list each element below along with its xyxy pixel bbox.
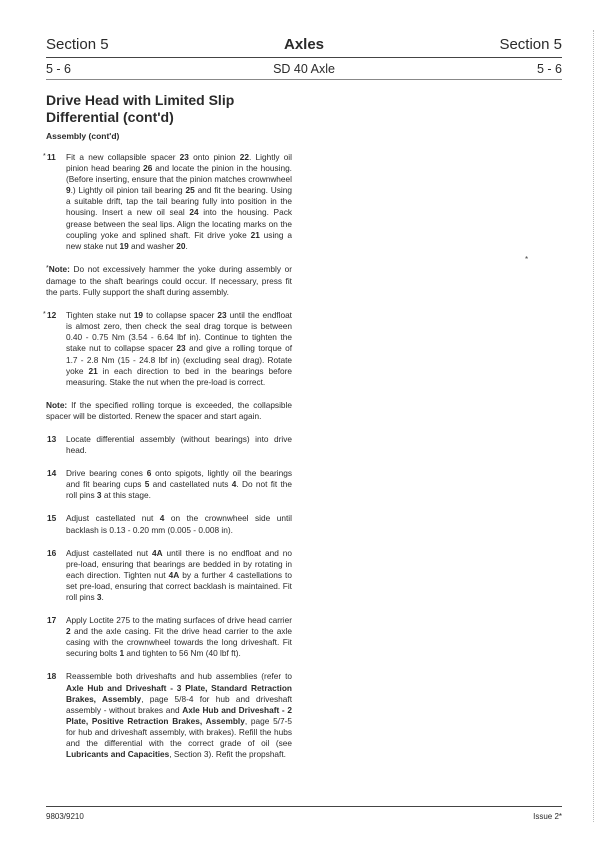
page-subheader: [46, 62, 562, 78]
subheader-rule: [46, 79, 562, 80]
change-marker: *: [43, 311, 46, 319]
step-number: 15: [47, 513, 57, 524]
section-subheading: Assembly (cont'd): [46, 131, 120, 141]
step-15: 15 Adjust castellated nut 4 on the crownwheel side until backlash is 0.13 - 0.20 mm (0.005 - 0.008 in).: [47, 513, 292, 535]
document-number: 9803/9210: [46, 812, 84, 821]
step-number: 14: [47, 468, 57, 479]
issue-number: Issue 2*: [533, 812, 562, 821]
note-hammer-warning: *Note: Do not excessively hammer the yoke during assembly or damage to the shaft bearings could occur. If necessary, press fit the parts. Fully support the shaft during assembly.: [46, 263, 292, 298]
step-number: 17: [47, 615, 57, 626]
procedure-steps: [43, 152, 293, 772]
step-11: * 11 Fit a new collapsible spacer 23 onto pinion 22. Lightly oil pinion head bearing 26 and locate the pinion in the housing. (Before inserting, ensure that the pinion matches crownwheel 9.) Lightly oil pinion tail bearing 25 and fit the bearing. Using a suitable drift, tap the tail bearing fully into position in the housing. Insert a new oil seal 24 into the housing. Pack grease between the seal lips. Align the locating marks on the coupling yoke and splined shaft. Fit drive yoke 21 using a new stake nut 19 and washer 20.: [43, 152, 293, 251]
step-14: 14 Drive bearing cones 6 onto spigots, lightly oil the bearings and fit bearing cups 5 and castellated nuts 4. Do not fit the roll pins 3 at this stage.: [47, 468, 292, 501]
change-marker: *: [46, 264, 49, 272]
change-marker: *: [43, 153, 46, 160]
step-17: 17 Apply Loctite 275 to the mating surfaces of drive head carrier 2 and the axle casing. Fit the drive head carrier to the axle casing with the crownwheel towards the long driveshaft. Fit securing bolts 1 and tighten to 56 Nm (40 lbf ft).: [47, 615, 292, 659]
page-footer: [46, 812, 562, 824]
axle-model: SD 40 Axle: [273, 62, 335, 76]
step-number: * 12: [43, 310, 57, 321]
step-number: 16: [47, 547, 57, 558]
note-rolling-torque: Note: If the specified rolling torque is exceeded, the collapsible spacer will be distorted. Renew the spacer and start again.: [46, 399, 292, 421]
page-number-left: 5 - 6: [46, 62, 72, 76]
page-title: Drive Head with Limited Slip Differential (cont'd): [46, 92, 235, 125]
step-13: 13 Locate differential assembly (without bearings) into drive head.: [47, 433, 292, 456]
footer-rule: [46, 806, 562, 807]
step-number: * 11: [43, 152, 56, 162]
step-number: 18: [47, 671, 57, 682]
section-label-right: Section 5: [499, 36, 562, 53]
header-rule: [46, 57, 562, 58]
step-12: * 12 Tighten stake nut 19 to collapse spacer 23 until the endfloat is almost zero, then check the seal drag torque is between 0.40 - 0.75 Nm (3.54 - 6.64 lbf in). Continue to tighten the stake nut to collapse spacer 23 and give a rolling torque of 1.7 - 2.8 Nm (15 - 24.8 lbf in) (excluding seal drag). Rotate yoke 21 in each direction to bed in the bearings before measuring. Stake the nut when the pre-load is correct.: [43, 310, 292, 387]
page-header: [46, 36, 562, 56]
section-label-left: Section 5: [46, 36, 109, 53]
page-number-right: 5 - 6: [536, 62, 562, 76]
step-18: 18 Reassemble both driveshafts and hub assemblies (refer to Axle Hub and Driveshaft - 3 Plate, Standard Retraction Brakes, Assembly, page 5/8-4 for hub and driveshaft assembly - without brakes and Axle Hub and Driveshaft - 2 Plate, Positive Retraction Brakes, Assembly, page 5/7-5 for hub and driveshaft assembly, with brakes). Refill the hubs and the differential with the correct grade of oil (see Lubricants and Capacities, Section 3). Refit the propshaft.: [47, 671, 293, 760]
page-edge: [593, 30, 594, 822]
chapter-title: Axles: [283, 36, 325, 53]
step-16: 16 Adjust castellated nut 4A until there is no endfloat and no pre-load, ensuring that bearings are bedded in by rotating in each direction. Tighten nut 4A by a further 4 castellations to set pre-load, ensuring that correct backlash is maintained. Fit roll pins 3.: [47, 547, 292, 602]
margin-marker: *: [525, 255, 529, 264]
step-number: 13: [47, 433, 57, 444]
